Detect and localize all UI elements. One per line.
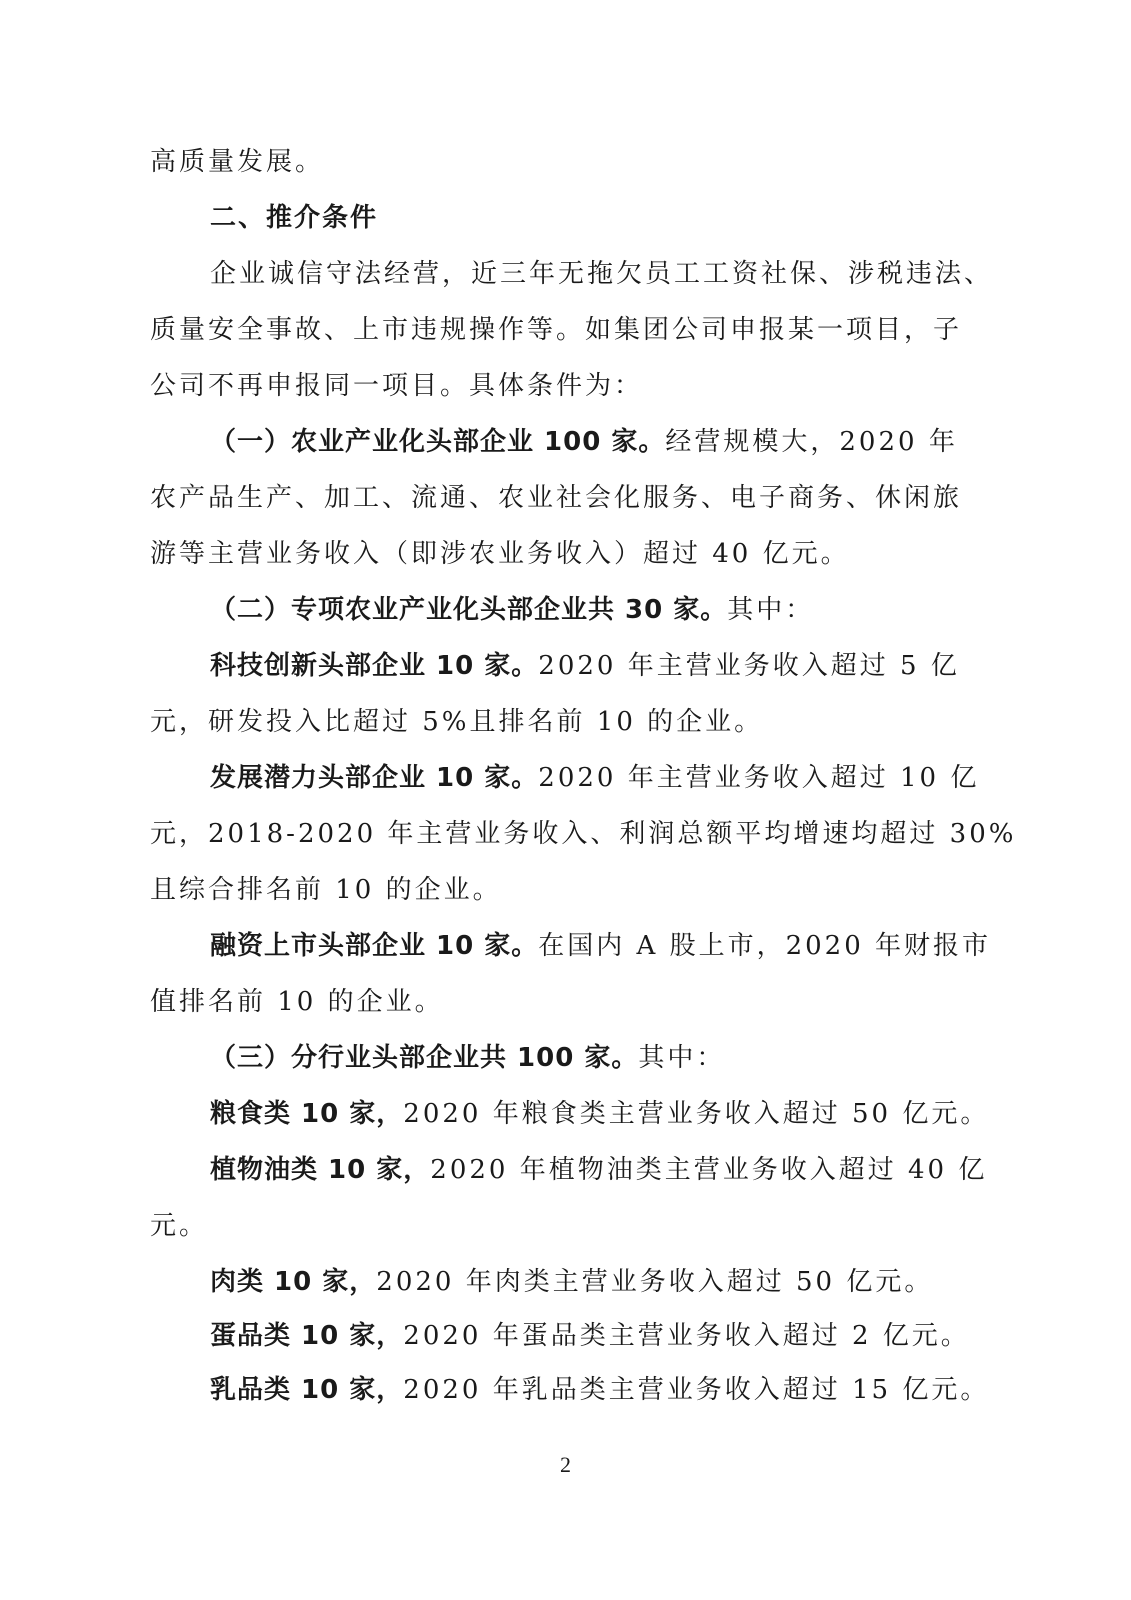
line-text: 在国内 A 股上市，2020 年财报市	[538, 931, 992, 961]
paragraph-line	[150, 986, 980, 1018]
bold-lead: 植物油类 10 家，	[210, 1155, 431, 1185]
section-heading	[210, 202, 980, 234]
bold-lead: 蛋品类 10 家，	[210, 1321, 404, 1351]
paragraph-line	[210, 1042, 980, 1074]
paragraph-line	[210, 762, 980, 794]
paragraph-line	[210, 594, 980, 626]
line-text: 公司不再申报同一项目。具体条件为：	[150, 371, 644, 401]
line-text: 农产品生产、加工、流通、农业社会化服务、电子商务、休闲旅	[150, 483, 963, 513]
paragraph-line	[210, 1320, 980, 1352]
paragraph-line	[150, 538, 980, 570]
line-text: 2020 年肉类主营业务收入超过 50 亿元。	[376, 1267, 934, 1297]
line-text: 2020 年主营业务收入超过 5 亿	[538, 651, 960, 681]
line-text: 经营规模大，2020 年	[665, 427, 958, 457]
paragraph-line	[210, 1266, 980, 1298]
paragraph-line	[150, 706, 980, 738]
line-text: 质量安全事故、上市违规操作等。如集团公司申报某一项目，子	[150, 315, 963, 345]
paragraph-line	[210, 650, 980, 682]
line-text: 2020 年蛋品类主营业务收入超过 2 亿元。	[403, 1321, 970, 1351]
bold-lead: 粮食类 10 家，	[210, 1099, 404, 1129]
line-text: 元。	[150, 1211, 209, 1241]
line-text: 2020 年粮食类主营业务收入超过 50 亿元。	[403, 1099, 990, 1129]
bold-lead: 发展潜力头部企业 10 家。	[210, 763, 539, 793]
page-number: 2	[560, 1452, 571, 1477]
line-text: 且综合排名前 10 的企业。	[150, 875, 502, 905]
paragraph-line	[210, 1374, 990, 1406]
bold-lead: （一）农业产业化头部企业 100 家。	[210, 427, 666, 457]
bold-lead: （二）专项农业产业化头部企业共 30 家。	[210, 595, 728, 625]
paragraph-line	[210, 258, 994, 290]
bold-lead: 科技创新头部企业 10 家。	[210, 651, 539, 681]
line-text: 2020 年乳品类主营业务收入超过 15 亿元。	[403, 1375, 990, 1405]
line-text: 值排名前 10 的企业。	[150, 987, 444, 1017]
paragraph-line	[150, 314, 980, 346]
heading-text: 二、推介条件	[210, 203, 379, 233]
bold-lead: 融资上市头部企业 10 家。	[210, 931, 539, 961]
paragraph-line	[150, 370, 980, 402]
paragraph-line	[150, 146, 980, 178]
bold-lead: 乳品类 10 家，	[210, 1375, 404, 1405]
line-text: 元，研发投入比超过 5%且排名前 10 的企业。	[150, 707, 764, 737]
line-text: 游等主营业务收入（即涉农业务收入）超过 40 亿元。	[150, 539, 850, 569]
paragraph-line	[150, 874, 980, 906]
paragraph-line	[210, 1154, 988, 1186]
paragraph-line	[150, 1210, 980, 1242]
paragraph-line	[210, 426, 980, 458]
line-text: 元，2018-2020 年主营业务收入、利润总额平均增速均超过 30%	[150, 819, 1017, 849]
line-text: 高质量发展。	[150, 147, 325, 177]
paragraph-line	[210, 930, 992, 962]
line-text: 企业诚信守法经营，近三年无拖欠员工工资社保、涉税违法、	[210, 259, 994, 289]
line-text: 其中：	[727, 595, 815, 625]
paragraph-line	[150, 818, 1017, 850]
paragraph-line	[210, 1098, 990, 1130]
line-text: 2020 年主营业务收入超过 10 亿	[538, 763, 980, 793]
bold-lead: （三）分行业头部企业共 100 家。	[210, 1043, 639, 1073]
line-text: 其中：	[638, 1043, 726, 1073]
line-text: 2020 年植物油类主营业务收入超过 40 亿	[430, 1155, 988, 1185]
paragraph-line	[150, 482, 980, 514]
bold-lead: 肉类 10 家，	[210, 1267, 377, 1297]
